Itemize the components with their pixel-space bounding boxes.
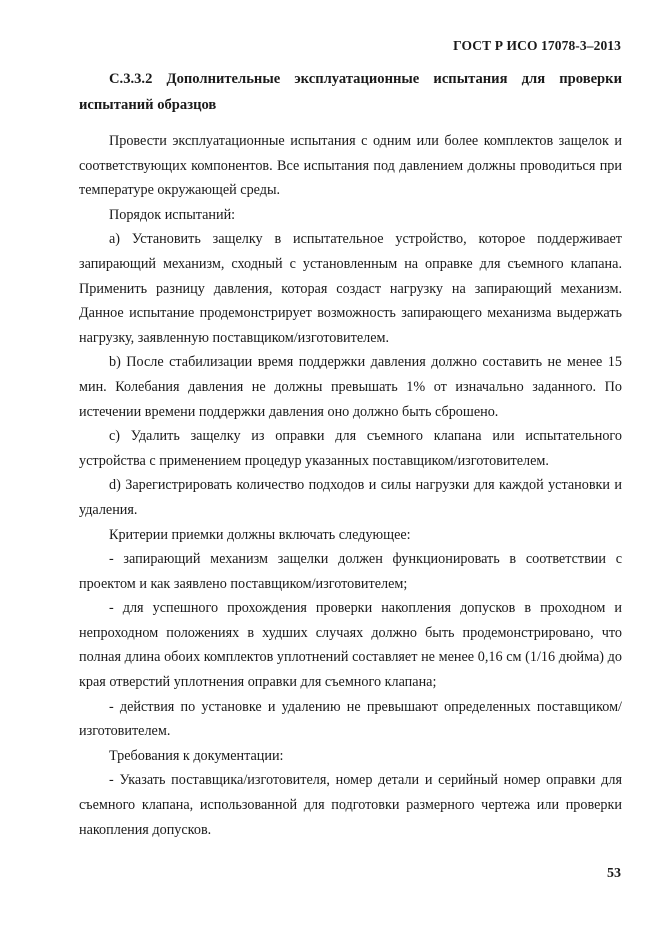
paragraph-acceptance-heading: Критерии приемки должны включать следующее: [109, 526, 411, 543]
paragraph-intro: Провести эксплуатационные испытания с одним или более комплектов защелок и соответствующих компонентов. Все испытания под давлением должны проводиться при температуре окружающей среды. [79, 133, 622, 199]
document-body [79, 66, 622, 842]
paragraph-acceptance-item-3: - действия по установке и удалению не превышают определенных поставщиком/изготовителем. [79, 698, 622, 740]
paragraph-step-a: a) Установить защелку в испытательное устройство, которое поддерживает запирающий механизм, сходный с установленным на оправке для съемного клапана. Применить разницу давления, которая создаст нагрузку на запирающий механизм. Данное испытание продемонстрирует возможность запирающего механизма выдержать нагрузку, заявленную поставщиком/изготовителем. [79, 231, 622, 346]
paragraph-test-order-heading: Порядок испытаний: [109, 206, 236, 223]
standard-header: ГОСТ Р ИСО 17078-3–2013 [453, 38, 621, 53]
paragraph-step-b: b) После стабилизации время поддержки давления должно составить не менее 15 мин. Колебания давления не должны превышать 1% от изначально заданного. По истечении времени поддержки давления оно должно быть сброшено. [79, 354, 622, 420]
paragraph-documentation-item-1: - Указать поставщика/изготовителя, номер детали и серийный номер оправки для съемного клапана, использованной для подготовки размерного чертежа или проверки накопления допусков. [79, 772, 622, 838]
paragraph-acceptance-item-2: - для успешного прохождения проверки накопления допусков в проходном и непроходном положениях в худших случаях должно быть продемонстрировано, что полная длина обоих комплектов уплотнений составляет не менее 0,16 см (1/16 дюйма) до края отверстий уплотнения оправки для съемного клапана; [79, 600, 622, 691]
page-number: 53 [607, 866, 621, 881]
paragraph-step-c: c) Удалить защелку из оправки для съемного клапана или испытательного устройства с применением процедур указанных поставщиком/изготовителем. [79, 428, 622, 469]
paragraph-acceptance-item-1: - запирающий механизм защелки должен функционировать в соответствии с проектом и как заявлено поставщиком/изготовителем; [79, 551, 622, 592]
paragraph-step-d: d) Зарегистрировать количество подходов и силы нагрузки для каждой установки и удаления. [79, 477, 622, 518]
paragraph-documentation-heading: Требования к документации: [109, 747, 284, 764]
section-title: C.3.3.2 Дополнительные эксплуатационные испытания для проверки испытаний образцов [79, 71, 622, 113]
